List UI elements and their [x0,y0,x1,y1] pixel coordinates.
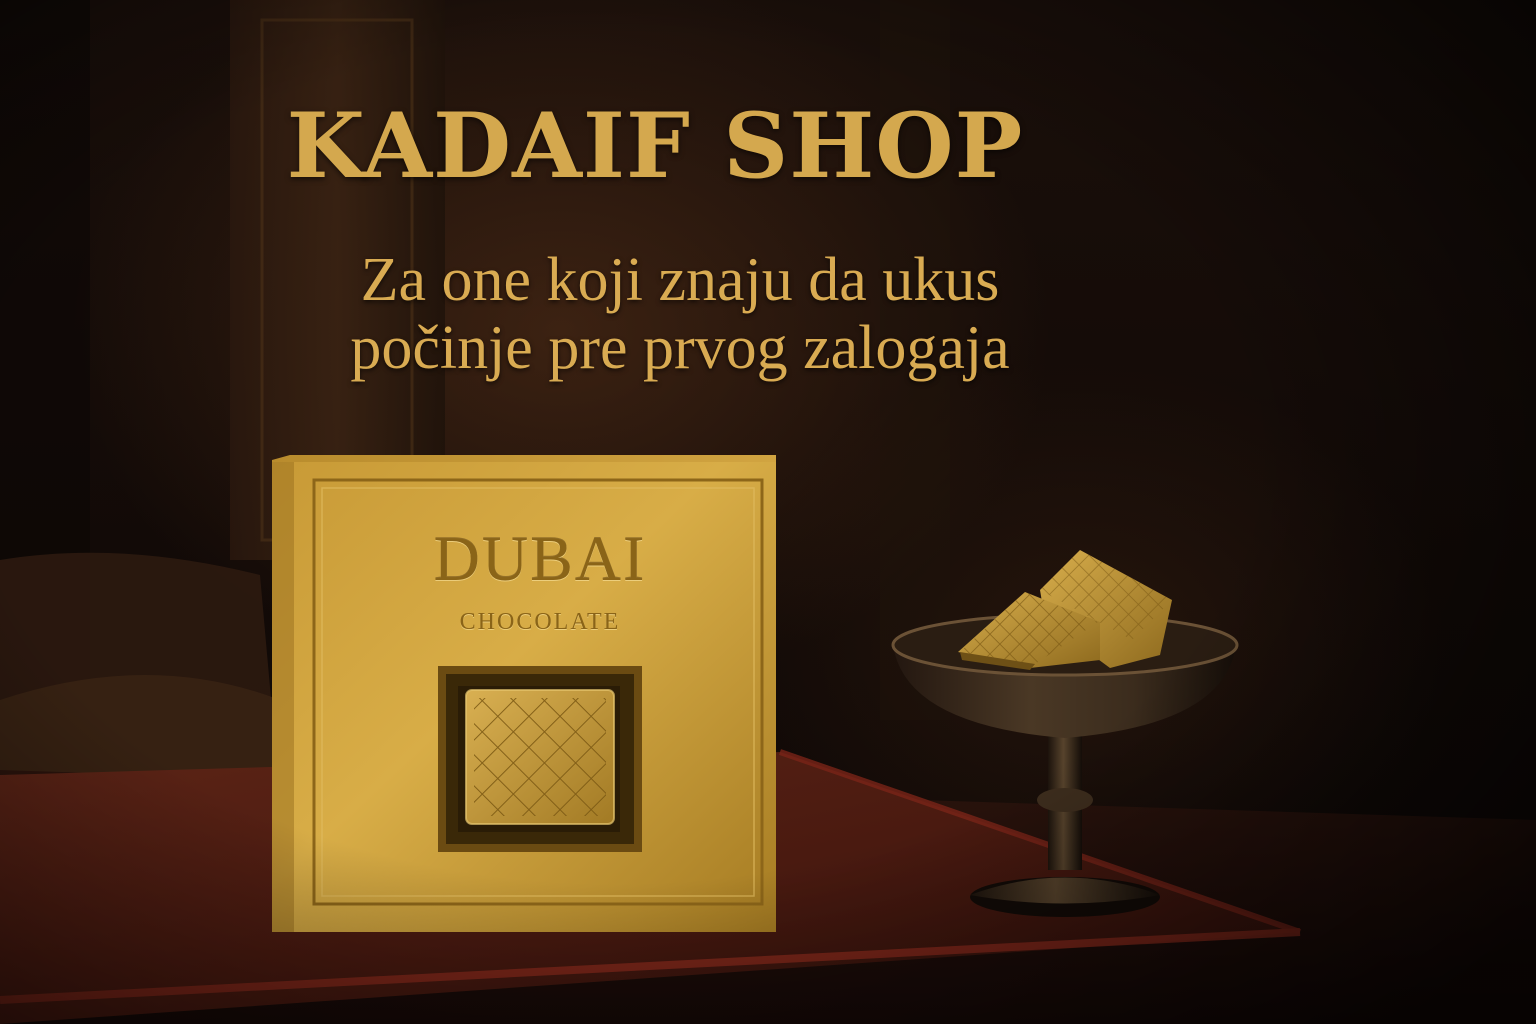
box-subtitle-label: CHOCOLATE [459,609,621,635]
box-brand-label: DUBAI [433,523,647,594]
tagline [230,246,1130,382]
shop-title: KADAIF SHOP [286,93,1024,199]
tagline-line-1: Za one koji znaju da ukus [360,246,1000,314]
tagline-line-2: počinje pre prvog zalogaja [350,314,1010,382]
